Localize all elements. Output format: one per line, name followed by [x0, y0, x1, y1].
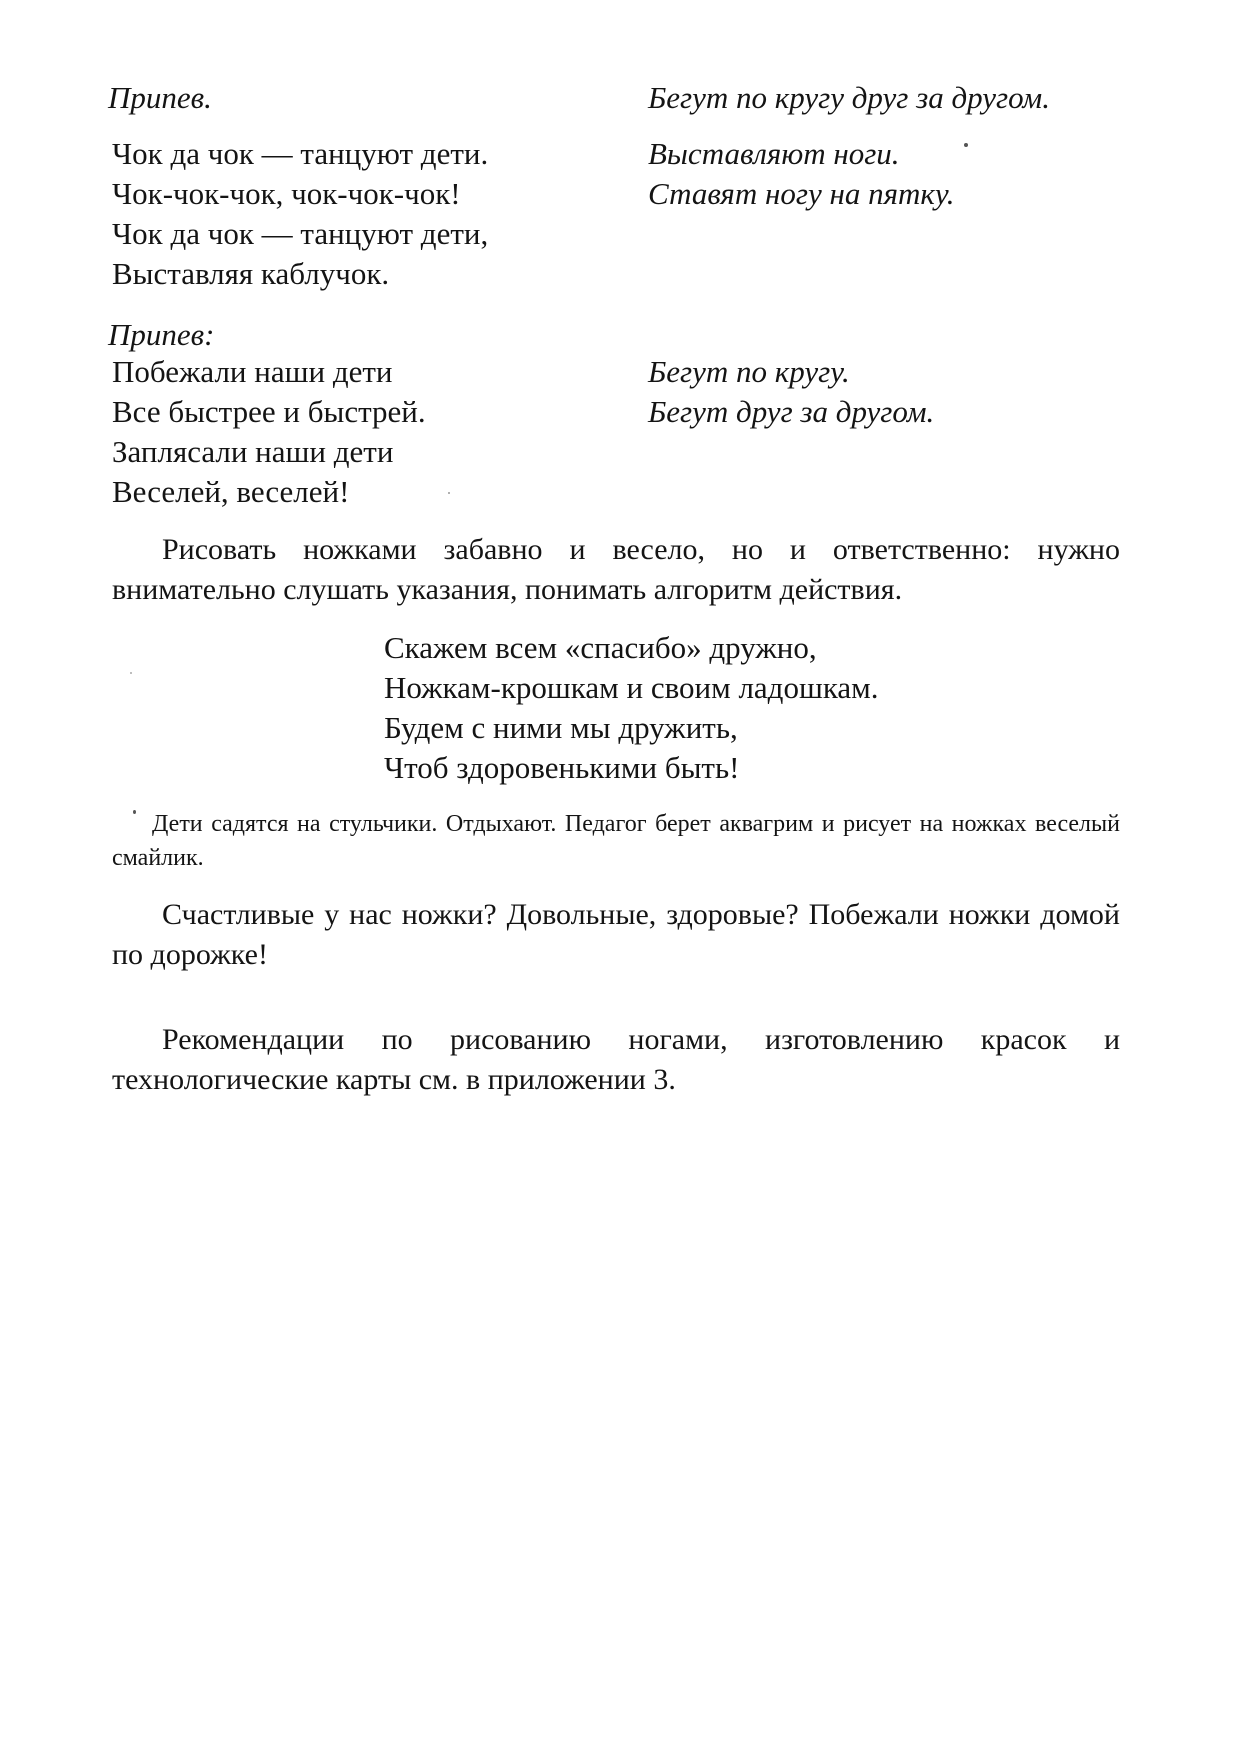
lyric-line: Выставляя каблучок. [112, 256, 390, 291]
lyric-line: Чок да чок — танцуют дети, [112, 216, 489, 251]
scan-speck [130, 672, 132, 674]
verse-two-lyrics [112, 352, 426, 512]
stage-note: Дети садятся на стульчики. Отдыхают. Педагог берет аквагрим и рисует на ножках веселый смайлик. [112, 811, 1120, 871]
poem-line: Будем с ними мы дружить, [384, 710, 738, 745]
poem-line: Чтоб здоровенькими быть! [384, 750, 740, 785]
lyric-line: Веселей, веселей! [112, 474, 350, 509]
lyric-line: Чок-чок-чок, чок-чок-чок! [112, 176, 461, 211]
direction-line: Бегут по кругу друг за другом. [648, 80, 1050, 115]
verse-one-directions [648, 134, 954, 214]
poem-line: Скажем всем «спасибо» дружно, [384, 630, 817, 665]
lyric-line: Чок да чок — танцуют дети. [112, 136, 489, 171]
paragraph-responsibility: Рисовать ножками забавно и весело, но и ответственно: нужно внимательно слушать указания, понимать алгоритм действия. [112, 533, 1120, 606]
direction-line: Бегут по кругу. [648, 354, 850, 389]
refrain-label-2: Припев: [108, 317, 215, 352]
poem-thanks [384, 628, 879, 788]
paragraph-recommendations: Рекомендации по рисованию ногами, изготовлению красок и технологические карты см. в приложении 3. [112, 1023, 1120, 1096]
direction-line: Бегут друг за другом. [648, 394, 935, 429]
poem-line: Ножкам-крошкам и своим ладошкам. [384, 670, 879, 705]
verse-one-lyrics [112, 134, 488, 294]
lyric-line: Все быстрее и быстрей. [112, 394, 426, 429]
paragraph-happy-feet: Счастливые у нас ножки? Довольные, здоровые? Побежали ножки домой по дорожке! [112, 898, 1120, 971]
refrain-label-1: Припев. [108, 80, 212, 115]
lyric-line: Заплясали наши дети [112, 434, 394, 469]
scan-speck [133, 810, 136, 814]
lyric-line: Побежали наши дети [112, 354, 393, 389]
direction-line: Ставят ногу на пятку. [648, 176, 955, 211]
scan-speck [448, 492, 450, 494]
scan-speck [964, 143, 968, 147]
verse-two-directions [648, 352, 934, 432]
direction-line: Выставляют ноги. [648, 136, 900, 171]
